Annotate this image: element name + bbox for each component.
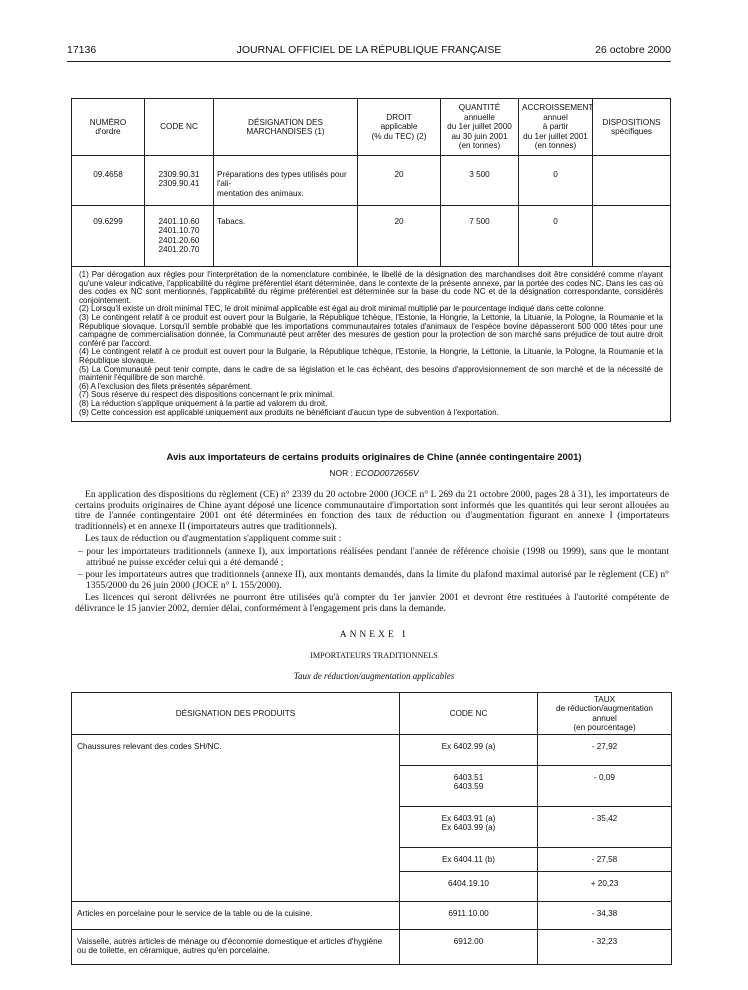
footnote: (3) Le contingent relatif à ce produit est ouvert pour la Bulgarie, la République tchèque, l'Estonie, la Hongrie, la Lettonie, la Lituanie, la Pologne, la Roumanie et la République slovaque. Lorsqu'il semble probable que les importations communautaires totales d'animaux de l'espèce bovine dépasseront 500 000 têtes pour une campagne de commercialisation donnée, la Communauté peut arrêter des mesures de gestion pour la protection de son marché sans préjudice de tout autre droit conféré par l'accord.	[79, 312, 663, 348]
col-designation-produits: DÉSIGNATION DES PRODUITS	[72, 693, 400, 735]
body-list-item: – pour les importateurs traditionnels (annexe I), aux importations réalisées pendant l'année de référence choisie (1998 ou 1999), sans que le montant attribué ne puisse excéder celui qui a été demandé ;	[78, 545, 669, 568]
body-list-item: – pour les importateurs autres que traditionnels (annexe II), aux montants demandés, dans la limite du plafond maximal autorisé par le règlement (CE) n° 1355/2000 du 26 juin 2000 (JOCE n° L 155/2000).	[78, 569, 669, 591]
footnotes-row	[72, 267, 671, 422]
table-row	[72, 156, 671, 206]
col-code-nc: CODE NC	[145, 99, 214, 156]
publication-date: 26 octobre 2000	[595, 44, 671, 56]
cell-quantite: 3 500	[441, 156, 519, 206]
cell-designation: Vaisselle, autres articles de ménage ou d'économie domestique et articles d'hygiène ou de toilette, en céramique, autres qu'en porcelaine.	[72, 930, 400, 965]
rates-table	[71, 692, 672, 965]
nor-code: ECOD0072656V	[355, 468, 419, 478]
annex-caption: Taux de réduction/augmentation applicables	[293, 671, 455, 681]
cell-numero: 09.4658	[72, 156, 145, 206]
col-code-nc: CODE NC	[400, 693, 538, 735]
cell-rate: - 27,92	[538, 735, 672, 766]
quota-table-header	[72, 99, 671, 156]
footnote: (2) Lorsqu'il existe un droit minimal TEC, le droit minimal applicable est égal au droit minimal multiplié par le pourcentage indiqué dans cette colonne.	[79, 304, 606, 314]
cell-designation: Articles en porcelaine pour le service de la table ou de la cuisine.	[72, 902, 400, 930]
cell-quantite: 7 500	[441, 206, 519, 267]
col-numero: NUMÉRO d'ordre	[72, 99, 145, 156]
cell-code: Ex 6403.91 (a) Ex 6403.99 (a)	[400, 807, 538, 848]
quota-table	[71, 98, 671, 422]
footnotes	[72, 267, 671, 422]
col-droit: DROIT applicable (% du TEC) (2)	[358, 99, 441, 156]
footnote: (1) Par dérogation aux règles pour l'interprétation de la nomenclature combinée, le libellé de la désignation des marchandises doit être considéré comme n'ayant qu'une valeur indicative, l'applicabilité du régime préférentiel étant déterminée, dans le contexte de la présente annexe, par la portée des codes NC. Dans les cas où des codes ex NC sont mentionnés, l'applicabilité du régime préférentiel est déterminée sur la base du code NC et de la désignation correspondante, considérés conjointement.	[79, 270, 663, 305]
cell-rate: + 20,23	[538, 872, 672, 902]
cell-code: 6403.51 6403.59	[400, 766, 538, 807]
nor-reference	[0, 468, 748, 478]
cell-designation: Préparations des types utilisés pour l'ali- mentation des animaux.	[214, 156, 358, 206]
body-paragraph: En application des dispositions du règlement (CE) n° 2339 du 20 octobre 2000 (JOCE n° L 269 du 21 octobre 2000, pages 28 à 31), les importateurs de certains produits originaires de Chine ayant déposé une licence communautaire d'importation sont informés que les quantités qui leur seront allouées au titre de l'année contingentaire 2001 ont été déterminées en fonction des taux de réduction ou d'augmentation figurant en annexe I (importateurs traditionnels) et en annexe II (importateurs autres que traditionnels).	[75, 489, 669, 532]
cell-code: Ex 6404.11 (b)	[400, 848, 538, 872]
cell-droit: 20	[358, 156, 441, 206]
header-rule	[67, 61, 671, 62]
footnote: (4) Le contingent relatif à ce produit est ouvert pour la Bulgarie, la République tchèque, l'Estonie, la Hongrie, la Lettonie, la Lituanie, la Pologne, la Roumanie et la République slovaque.	[79, 347, 663, 365]
body-paragraph: Les licences qui seront délivrées ne pourront être utilisées qu'à compter du 1er janvier 2001 et devront être restituées à l'autorité compétente de délivrance le 15 janvier 2002, dernier délai, conformément à l'engagement pris dans la demande.	[75, 592, 669, 614]
nor-label: NOR :	[329, 468, 356, 478]
annex-subtitle: IMPORTATEURS TRADITIONNELS	[310, 651, 438, 660]
cell-rate: - 27,58	[538, 848, 672, 872]
footnote: (7) Sous réserve du respect des dispositions concernant le prix minimal.	[79, 390, 335, 400]
cell-dispositions	[593, 156, 671, 206]
cell-rate: - 34,38	[538, 902, 672, 930]
cell-droit: 20	[358, 206, 441, 267]
col-designation: DÉSIGNATION DES MARCHANDISES (1)	[214, 99, 358, 156]
cell-dispositions	[593, 206, 671, 267]
table-row	[72, 902, 672, 930]
body-paragraph: Les taux de réduction ou d'augmentation s'appliquent comme suit :	[85, 533, 342, 545]
footnote: (9) Cette concession est applicable uniquement aux produits ne bénéficiant d'aucun type de subvention à l'exportation.	[79, 407, 499, 417]
cell-rate: - 0,09	[538, 766, 672, 807]
table-row	[72, 930, 672, 965]
footnote: (8) La réduction s'applique uniquement à la partie ad valorem du droit.	[79, 398, 328, 408]
cell-codes: 2309.90.31 2309.90.41	[145, 156, 214, 206]
cell-accroissement: 0	[519, 206, 593, 267]
col-dispositions: DISPOSITIONS spécifiques	[593, 99, 671, 156]
cell-designation: Tabacs.	[214, 206, 358, 267]
cell-code: 6404.19.10	[400, 872, 538, 902]
cell-code: Ex 6402.99 (a)	[400, 735, 538, 766]
cell-code: 6911.10.00	[400, 902, 538, 930]
table-row	[72, 206, 671, 267]
col-quantite: QUANTITÉ annuelle du 1er juillet 2000 au 30 juin 2001 (en tonnes)	[441, 99, 519, 156]
cell-designation: Chaussures relevant des codes SH/NC.	[72, 735, 400, 902]
cell-rate: - 32,23	[538, 930, 672, 965]
notice-title: Avis aux importateurs de certains produits originaires de Chine (année contingentaire 2001)	[166, 452, 582, 463]
journal-title: JOURNAL OFFICIEL DE LA RÉPUBLIQUE FRANÇAISE	[236, 44, 502, 56]
annex-title: ANNEXE I	[339, 630, 409, 640]
col-accroissement: ACCROISSEMENT annuel à partir du 1er juillet 2001 (en tonnes)	[519, 99, 593, 156]
cell-accroissement: 0	[519, 156, 593, 206]
cell-numero: 09.6299	[72, 206, 145, 267]
page-number: 17136	[67, 44, 97, 56]
page-header	[67, 44, 671, 58]
cell-rate: - 35,42	[538, 807, 672, 848]
cell-code: 6912.00	[400, 930, 538, 965]
cell-codes: 2401.10.60 2401.10.70 2401.20.60 2401.20.70	[145, 206, 214, 267]
col-taux: TAUX de réduction/augmentation annuel (en pourcentage)	[538, 693, 672, 735]
footnote: (6) A l'exclusion des filets présentés séparément.	[79, 381, 253, 391]
footnote: (5) La Communauté peut tenir compte, dans le cadre de sa législation et le cas échéant, des besoins d'approvisionnement de son marché et de la nécessité de maintenir l'équilibre de son marché.	[79, 364, 663, 383]
table-row	[72, 735, 672, 766]
notice-body	[75, 490, 669, 617]
rates-table-header	[72, 693, 672, 735]
